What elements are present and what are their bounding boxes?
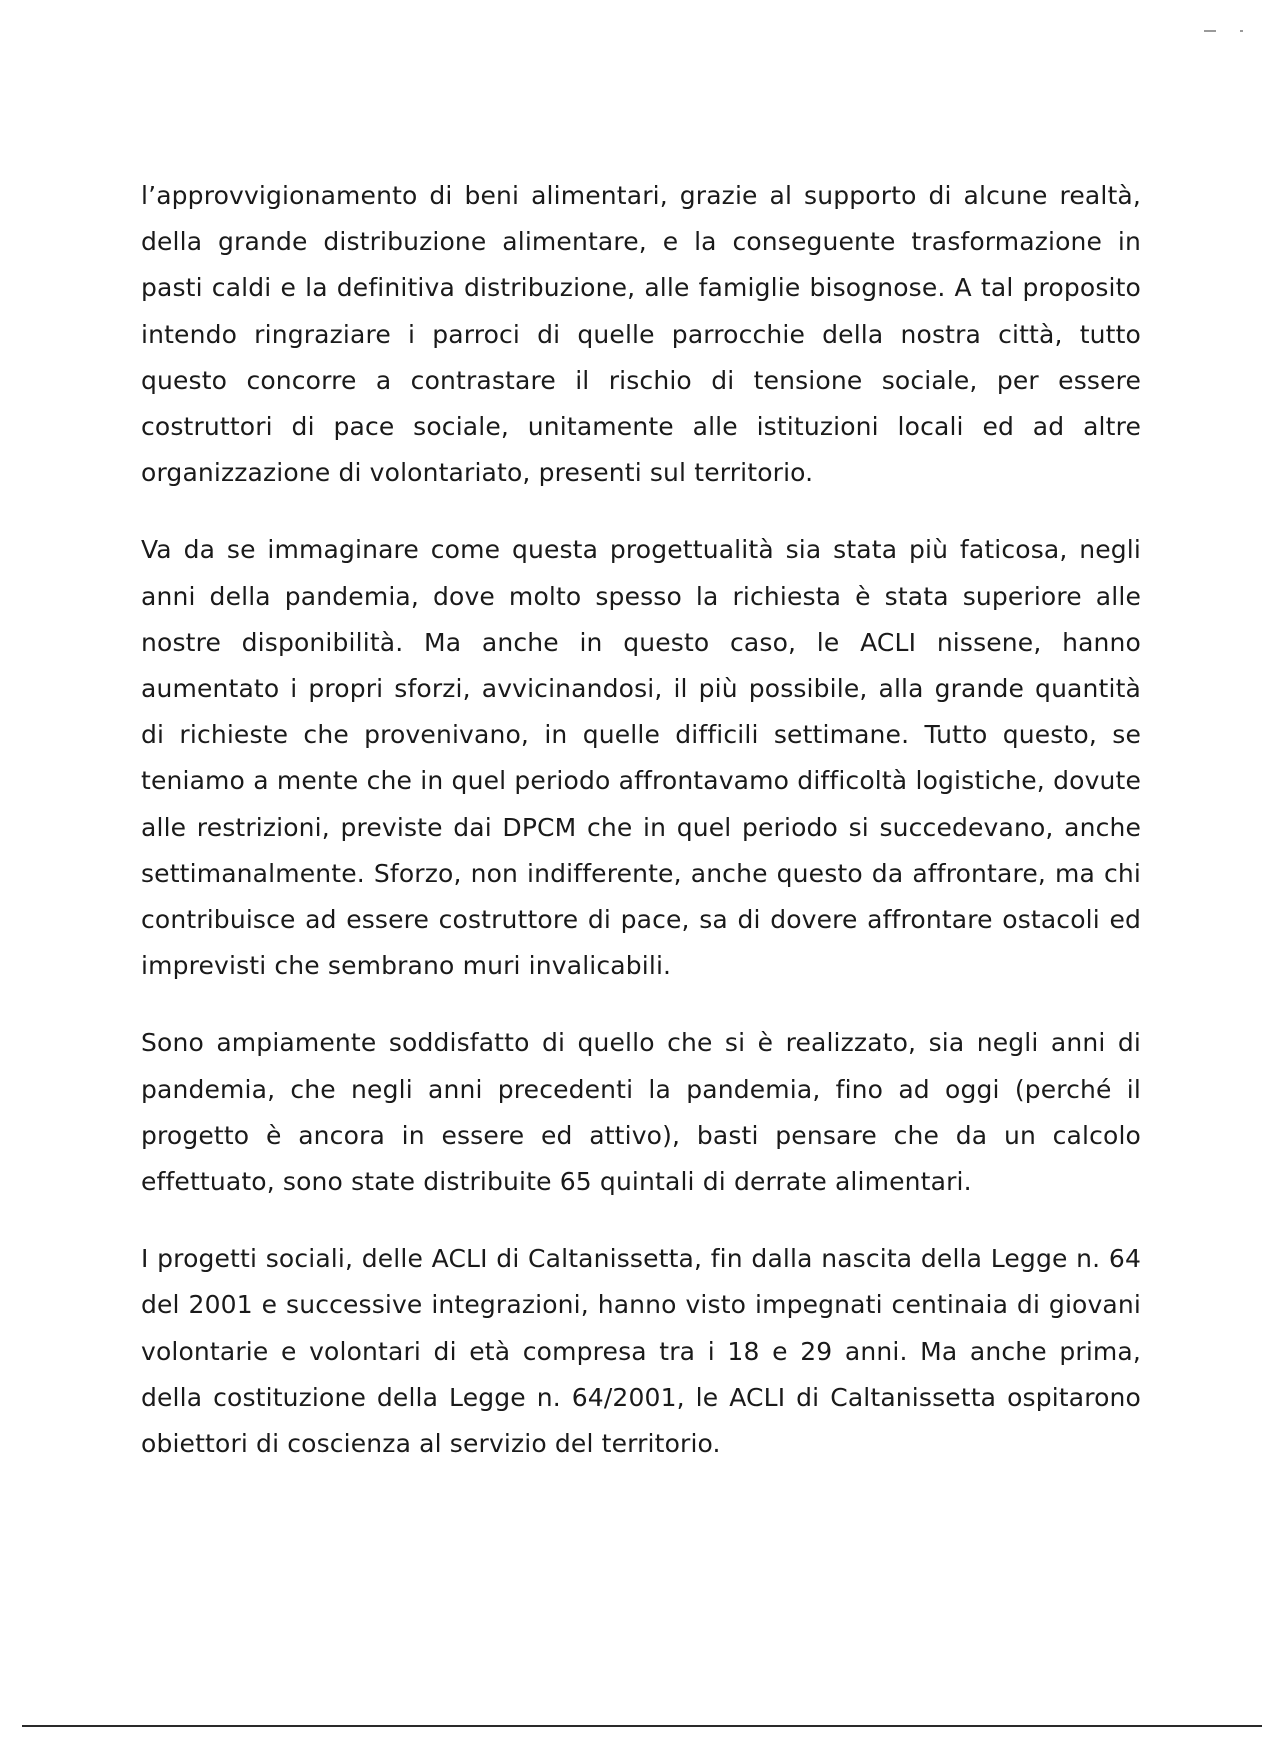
bottom-divider (22, 1725, 1262, 1727)
paragraph-progetti-sociali: I progetti sociali, delle ACLI di Caltanissetta, fin dalla nascita della Legge n. 64 del 2001 e successive integrazioni, hanno visto impegnati centinaia di giovani volontarie e volontari di età compresa tra i 18 e 29 anni. Ma anche prima, della costituzione della Legge n. 64/2001, le ACLI di Caltanissetta ospitarono obiettori di coscienza al servizio del territorio. (141, 1244, 1141, 1459)
paragraph-approvvigionamento: l’approvvigionamento di beni alimentari, grazie al supporto di alcune realtà, della grande distribuzione alimentare, e la conseguente trasformazione in pasti caldi e la definitiva distribuzione, alle famiglie bisognose. A tal proposito intendo ringraziare i parroci di quelle parrocchie della nostra città, tutto questo concorre a contrastare il rischio di tensione sociale, per essere costruttori di pace sociale, unitamente alle istituzioni locali ed ad altre organizzazione di volontariato, presenti sul territorio. (141, 181, 1141, 488)
paragraph-soddisfatto: Sono ampiamente soddisfatto di quello che si è realizzato, sia negli anni di pandemia, che negli anni precedenti la pandemia, fino ad oggi (perché il progetto è ancora in essere ed attivo), basti pensare che da un calcolo effettuato, sono state distribuite 65 quintali di derrate alimentari. (141, 1028, 1141, 1197)
scan-artifact-mark (1240, 30, 1243, 32)
document-body (141, 173, 1141, 1498)
scan-artifact (1204, 30, 1248, 34)
paragraph-pandemia: Va da se immaginare come questa progettualità sia stata più faticosa, negli anni della pandemia, dove molto spesso la richiesta è stata superiore alle nostre disponibilità. Ma anche in questo caso, le ACLI nissene, hanno aumentato i propri sforzi, avvicinandosi, il più possibile, alla grande quantità di richieste che provenivano, in quelle difficili settimane. Tutto questo, se teniamo a mente che in quel periodo affrontavamo difficoltà logistiche, dovute alle restrizioni, previste dai DPCM che in quel periodo si succedevano, anche settimanalmente. Sforzo, non indifferente, anche questo da affrontare, ma chi contribuisce ad essere costruttore di pace, sa di dovere affrontare ostacoli ed imprevisti che sembrano muri invalicabili. (141, 535, 1141, 981)
scan-artifact-mark (1204, 30, 1216, 32)
